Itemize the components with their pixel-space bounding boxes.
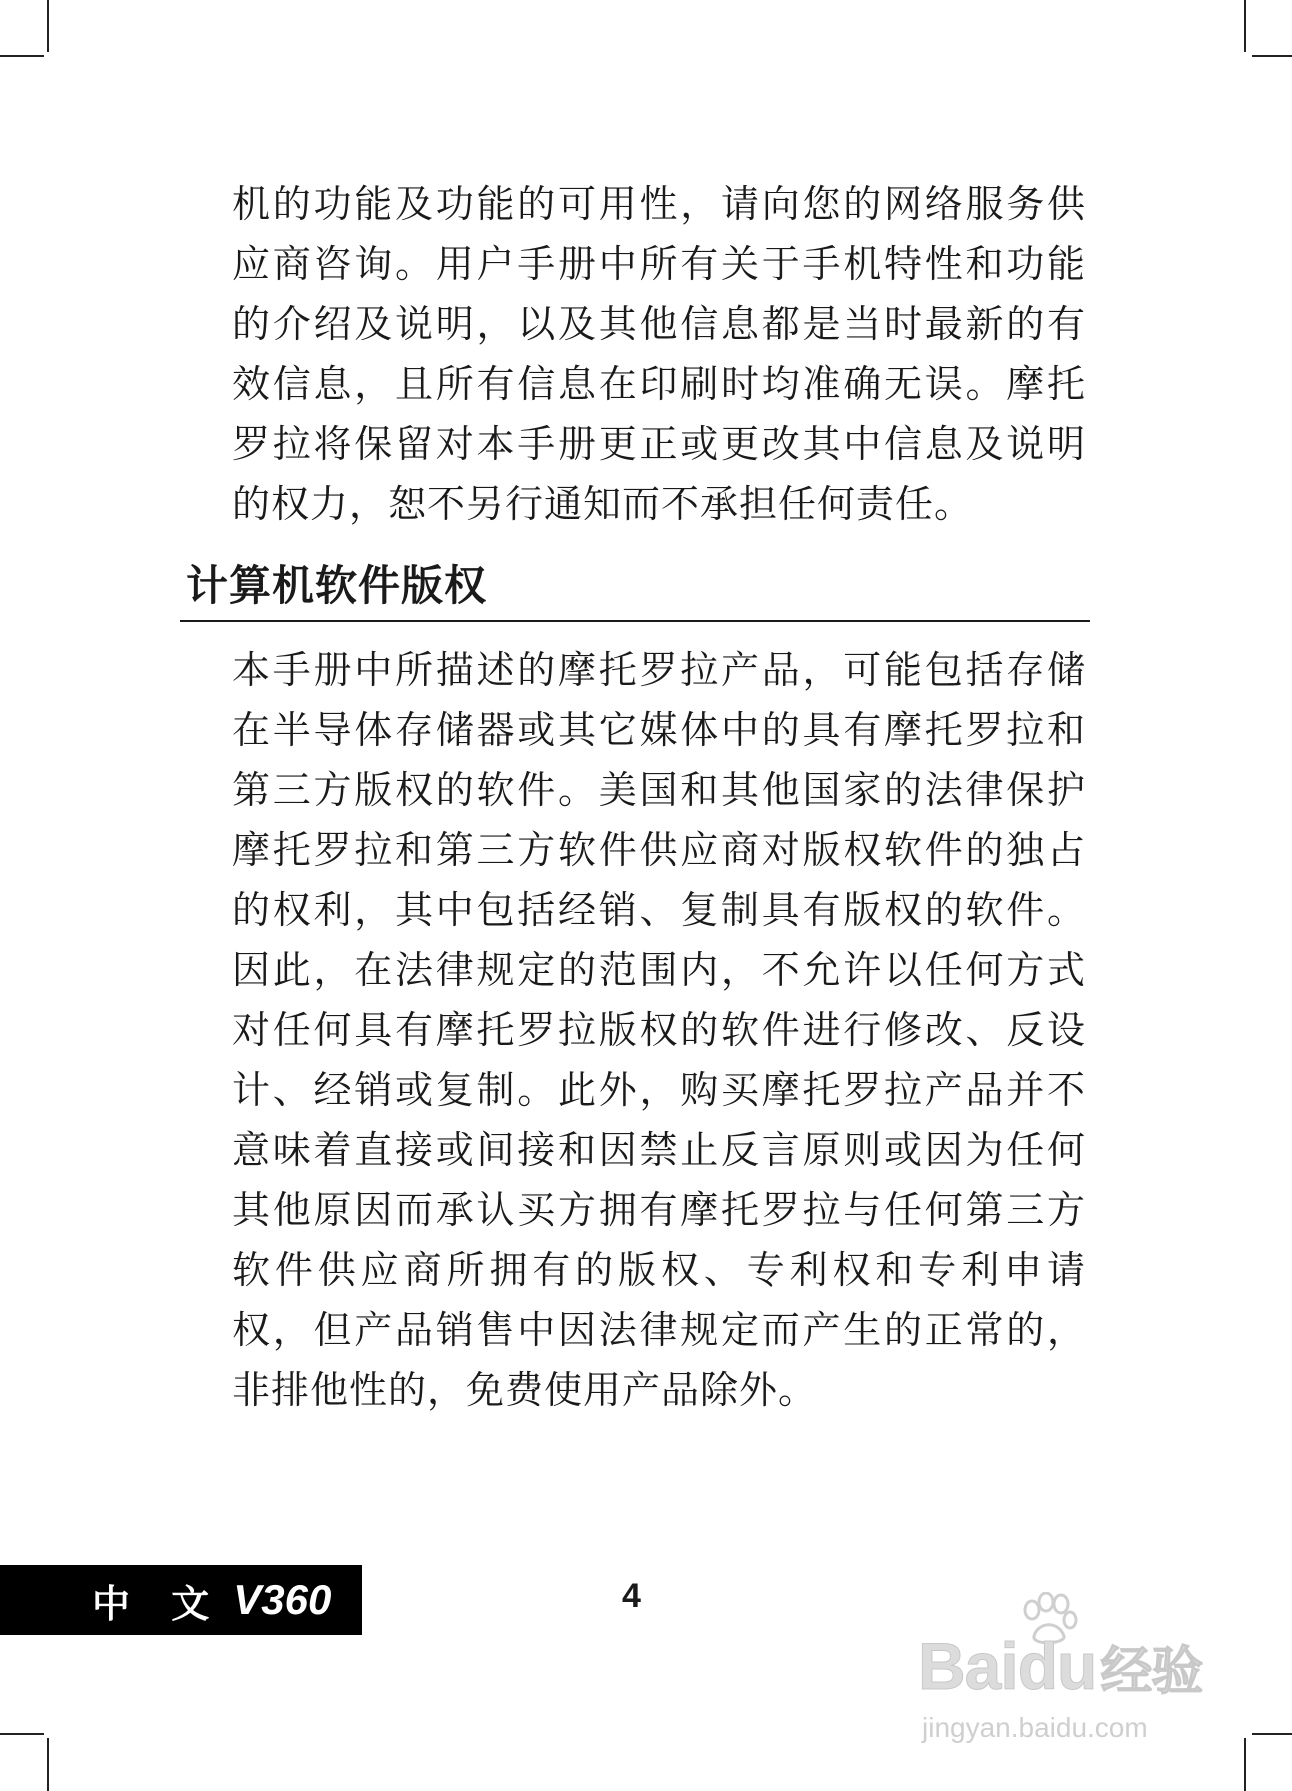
watermark-brand-du: du [1017, 1629, 1097, 1703]
crop-mark [0, 55, 44, 57]
watermark-brand-bai: Bai [918, 1629, 1018, 1703]
heading-divider [180, 620, 1090, 622]
crop-mark [47, 1738, 49, 1791]
language-tab [0, 1565, 362, 1635]
crop-mark [1244, 0, 1246, 52]
crop-mark [1244, 1738, 1246, 1791]
crop-mark [1252, 1733, 1292, 1735]
watermark-domain: jingyan.baidu.com [922, 1712, 1148, 1743]
watermark-brand [918, 1628, 1202, 1704]
crop-mark [1252, 55, 1292, 57]
crop-mark [0, 1733, 44, 1735]
model-label: V360 [233, 1576, 332, 1623]
watermark-brand-cn: 经验 [1100, 1642, 1203, 1702]
page-number: 4 [622, 1577, 641, 1615]
section-heading: 计算机软件版权 [186, 561, 488, 610]
body-paragraph-top: 机的功能及功能的可用性，请向您的网络服务供应商咨询。用户手册中所有关于手机特性和功能的介绍及说明，以及其他信息都是当时最新的有效信息，且所有信息在印刷时均准确无误。摩托罗拉将保留对本手册更正或更改其中信息及说明的权力，恕不另行通知而不承担任何责任。 [232, 182, 1086, 526]
crop-mark [47, 0, 49, 52]
body-paragraph-bottom: 本手册中所描述的摩托罗拉产品，可能包括存储在半导体存储器或其它媒体中的具有摩托罗拉和第三方版权的软件。美国和其他国家的法律保护摩托罗拉和第三方软件供应商对版权软件的独占的权利，其中包括经销、复制具有版权的软件。因此，在法律规定的范围内，不允许以任何方式对任何具有摩托罗拉版权的软件进行修改、反设计、经销或复制。此外，购买摩托罗拉产品并不意味着直接或间接和因禁止反言原则或因为任何其他原因而承认买方拥有摩托罗拉与任何第三方软件供应商所拥有的版权、专利权和专利申请权，但产品销售中因法律规定而产生的正常的，非排他性的，免费使用产品除外。 [232, 648, 1086, 1412]
baidu-watermark [918, 1592, 1218, 1742]
language-label: 中 文 [92, 1581, 224, 1626]
